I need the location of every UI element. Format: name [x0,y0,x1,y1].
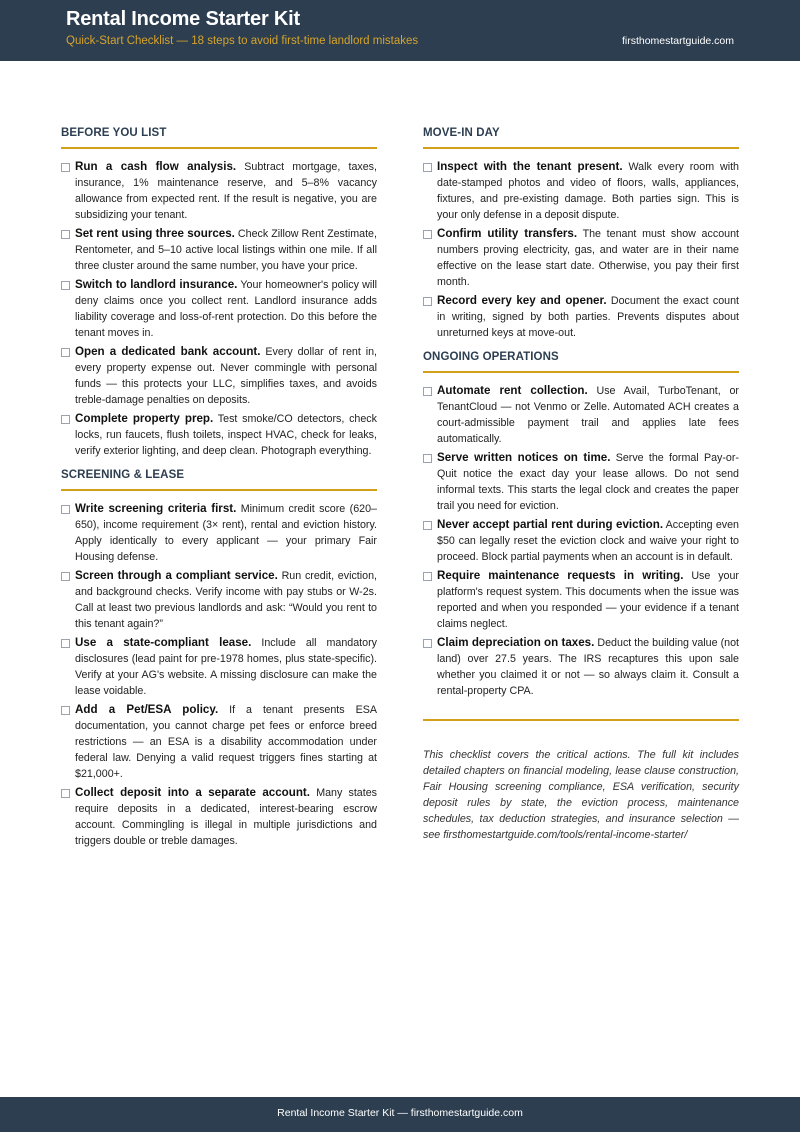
checklist-item-description: Many states require deposits in a dedicated, interest-bearing escrow account. Commingling is illegal in multiple jurisdictions and triggers double or treble damages. [75,787,377,847]
document-subtitle: Quick-Start Checklist — 18 steps to avoid first-time landlord mistakes [66,35,419,47]
checklist-item-heading: Complete property prep. [75,412,214,425]
checkbox-icon[interactable] [61,348,70,357]
checklist-item-heading: Add a Pet/ESA policy. [75,703,219,716]
checklist-item [61,568,377,632]
checklist-item-heading: Claim depreciation on taxes. [437,636,595,649]
checkbox-icon[interactable] [423,572,432,581]
checkbox-icon[interactable] [61,505,70,514]
left-column [61,127,377,852]
checklist-item-heading: Record every key and opener. [437,294,607,307]
checkbox-icon[interactable] [61,789,70,798]
checklist-item-heading: Run a cash flow analysis. [75,160,237,173]
checkbox-icon[interactable] [423,230,432,239]
checkbox-icon[interactable] [61,415,70,424]
checkbox-icon[interactable] [61,163,70,172]
checklist-item-description: Walk every room with date-stamped photos and video of floors, walls, appliances, fixtures, and pre-existing damage. Both parties sign. This is your only defense in a deposit dispute. [437,161,739,221]
section-title-before-you-list: BEFORE YOU LIST [61,127,377,149]
checklist-item-heading: Switch to landlord insurance. [75,278,238,291]
checklist-item-heading: Open a dedicated bank account. [75,345,261,358]
checklist-item-heading: Write screening criteria first. [75,502,237,515]
checklist-item [61,501,377,565]
page-header [0,0,800,61]
checklist-item [61,702,377,782]
checklist-item [61,635,377,699]
document-title: Rental Income Starter Kit [66,8,300,30]
checklist-item-description: Run credit, eviction, and background checks. Verify income with pay stubs or W-2s. Call at least two previous landlords and ask: “Would you rent to this tenant again?” [75,570,377,630]
checklist-item [423,159,739,223]
checklist-item [423,383,739,447]
checklist-screening-lease [61,501,377,849]
checkbox-icon[interactable] [61,706,70,715]
checklist-item-heading: Automate rent collection. [437,384,588,397]
checklist-item [423,517,739,565]
checkbox-icon[interactable] [423,163,432,172]
checkbox-icon[interactable] [423,521,432,530]
checklist-item [61,344,377,408]
checkbox-icon[interactable] [423,454,432,463]
checklist-item [423,635,739,699]
closing-note: This checklist covers the critical actions. The full kit includes detailed chapters on financial modeling, lease clause construction, Fair Housing screening compliance, ESA verification, security deposit rules by state, the eviction process, maintenance schedules, tax deduction strategies, and insurance selection — see firsthomestartguide.com/tools/rental-income-starter/ [423,749,739,841]
page-footer: Rental Income Starter Kit — firsthomestartguide.com [0,1097,800,1132]
checklist-item-description: Serve the formal Pay-or-Quit notice the exact day your lease allows. Do not send informal texts. This starts the legal clock and creates the paper trail you need for eviction. [437,452,739,512]
checklist-item-heading: Set rent using three sources. [75,227,235,240]
checklist-item-heading: Screen through a compliant service. [75,569,278,582]
checklist-move-in-day [423,159,739,341]
checklist-item-description: Include all mandatory disclosures (lead paint for pre-1978 homes, plus state-specific). Verify at your AG's website. A missing disclosure can make the lease voidable. [75,637,377,697]
checkbox-icon[interactable] [61,281,70,290]
checkbox-icon[interactable] [61,639,70,648]
checklist-item-description: If a tenant presents ESA documentation, you cannot charge pet fees or enforce breed restrictions — an ESA is a disability accommodation under federal law. Denying a valid request triggers fines starting at $21,000+. [75,704,377,780]
checklist-item-heading: Require maintenance requests in writing. [437,569,684,582]
checklist-item [61,785,377,849]
section-title-ongoing-operations: ONGOING OPERATIONS [423,351,739,373]
checklist-item-heading: Serve written notices on time. [437,451,611,464]
checklist-item-description: Document the exact count in writing, signed by both parties. Prevents disputes about unreturned keys at move-out. [437,295,739,339]
checklist-item [61,277,377,341]
checklist-item [61,226,377,274]
checklist-item-description: Use Avail, TurboTenant, or TenantCloud — not Venmo or Zelle. Automated ACH creates a court-admissible payment trail and applies late fees automatically. [437,385,739,445]
checklist-item-heading: Collect deposit into a separate account. [75,786,311,799]
checkbox-icon[interactable] [423,639,432,648]
checklist-item-description: The tenant must show account numbers proving electricity, gas, and water are in their name effective on the lease start date. Otherwise, you pay their first month. [437,228,739,288]
checkbox-icon[interactable] [61,230,70,239]
checklist-item [423,226,739,290]
checkbox-icon[interactable] [61,572,70,581]
checklist-item-description: Use your platform's request system. This documents when the issue was reported and when you responded — your evidence if a tenant claims neglect. [437,570,739,630]
checklist-item-description: Accepting even $50 can legally reset the eviction clock and waive your right to proceed. Block partial payments when an account is in default. [437,519,739,563]
checklist-item-description: Subtract mortgage, taxes, insurance, 1% maintenance reserve, and 5–8% vacancy allowance from expected rent. If the result is negative, you are subsidizing your tenant. [75,161,377,221]
section-title-screening-lease: SCREENING & LEASE [61,469,377,491]
checklist-before-you-list [61,159,377,459]
checklist-item [423,450,739,514]
checklist-item-heading: Use a state-compliant lease. [75,636,252,649]
checklist-item [423,293,739,341]
checklist-item-description: Your homeowner's policy will deny claims once you collect rent. Landlord insurance adds liability coverage and loss-of-rent protection. Do this before the tenant moves in. [75,279,377,339]
checklist-item [423,568,739,632]
checklist-item-description: Check Zillow Rent Zestimate, Rentometer, and 5–10 active local listings within one mile. If all three cluster around the same number, you have your price. [75,228,377,272]
checkbox-icon[interactable] [423,297,432,306]
section-title-move-in-day: MOVE-IN DAY [423,127,739,149]
checklist-item-description: Minimum credit score (620–650), income requirement (3× rent), rental and eviction history. Apply identically to every applicant — your primary Fair Housing defense. [75,503,377,563]
checklist-item-description: Every dollar of rent in, every property expense out. Never commingle with personal funds — this protects your LLC, simplifies taxes, and avoids treble-damage penalties on deposits. [75,346,377,406]
checklist-item [61,159,377,223]
header-site-link[interactable]: firsthomestartguide.com [621,35,734,47]
closing-divider [423,719,739,721]
checklist-ongoing-operations [423,383,739,699]
checklist-item-heading: Confirm utility transfers. [437,227,578,240]
checkbox-icon[interactable] [423,387,432,396]
checklist-item [61,411,377,459]
checklist-item-heading: Inspect with the tenant present. [437,160,623,173]
checklist-item-heading: Never accept partial rent during eviction. [437,518,664,531]
checklist-item-description: Test smoke/CO detectors, check locks, run faucets, flush toilets, inspect HVAC, check for leaks, verify exterior lighting, and deep clean. Photograph everything. [75,413,377,457]
right-column [423,127,739,843]
checklist-item-description: Deduct the building value (not land) over 27.5 years. The IRS recaptures this upon sale whether you claimed it or not — so always claim it. Consult a rental-property CPA. [437,637,739,697]
